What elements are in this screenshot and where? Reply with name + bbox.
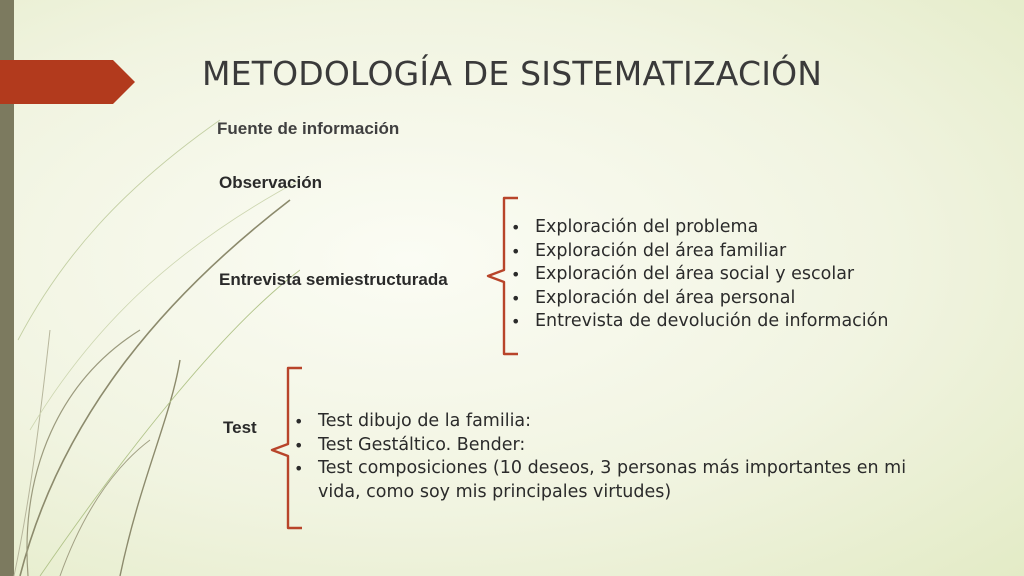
list-item: • Test dibujo de la familia:	[292, 410, 952, 434]
list-item: • Exploración del área familiar	[509, 240, 969, 264]
list-item: • Exploración del área personal	[509, 287, 969, 311]
test-list	[292, 410, 952, 504]
title-arrow-marker	[0, 60, 135, 104]
interview-label: Entrevista semiestructurada	[219, 270, 448, 289]
page-title: METODOLOGÍA DE SISTEMATIZACIÓN	[202, 54, 823, 93]
list-item: • Exploración del área social y escolar	[509, 263, 969, 287]
list-item: • Exploración del problema	[509, 216, 969, 240]
interview-list	[509, 216, 969, 334]
test-label: Test	[223, 418, 257, 437]
list-item: • Test Gestáltico. Bender:	[292, 434, 952, 458]
list-item: • Test composiciones (10 deseos, 3 personas más importantes en mi vida, como soy mis principales virtudes)	[292, 457, 952, 504]
observation-label: Observación	[219, 173, 322, 192]
list-item: • Entrevista de devolución de información	[509, 310, 969, 334]
section-subtitle: Fuente de información	[217, 119, 400, 138]
